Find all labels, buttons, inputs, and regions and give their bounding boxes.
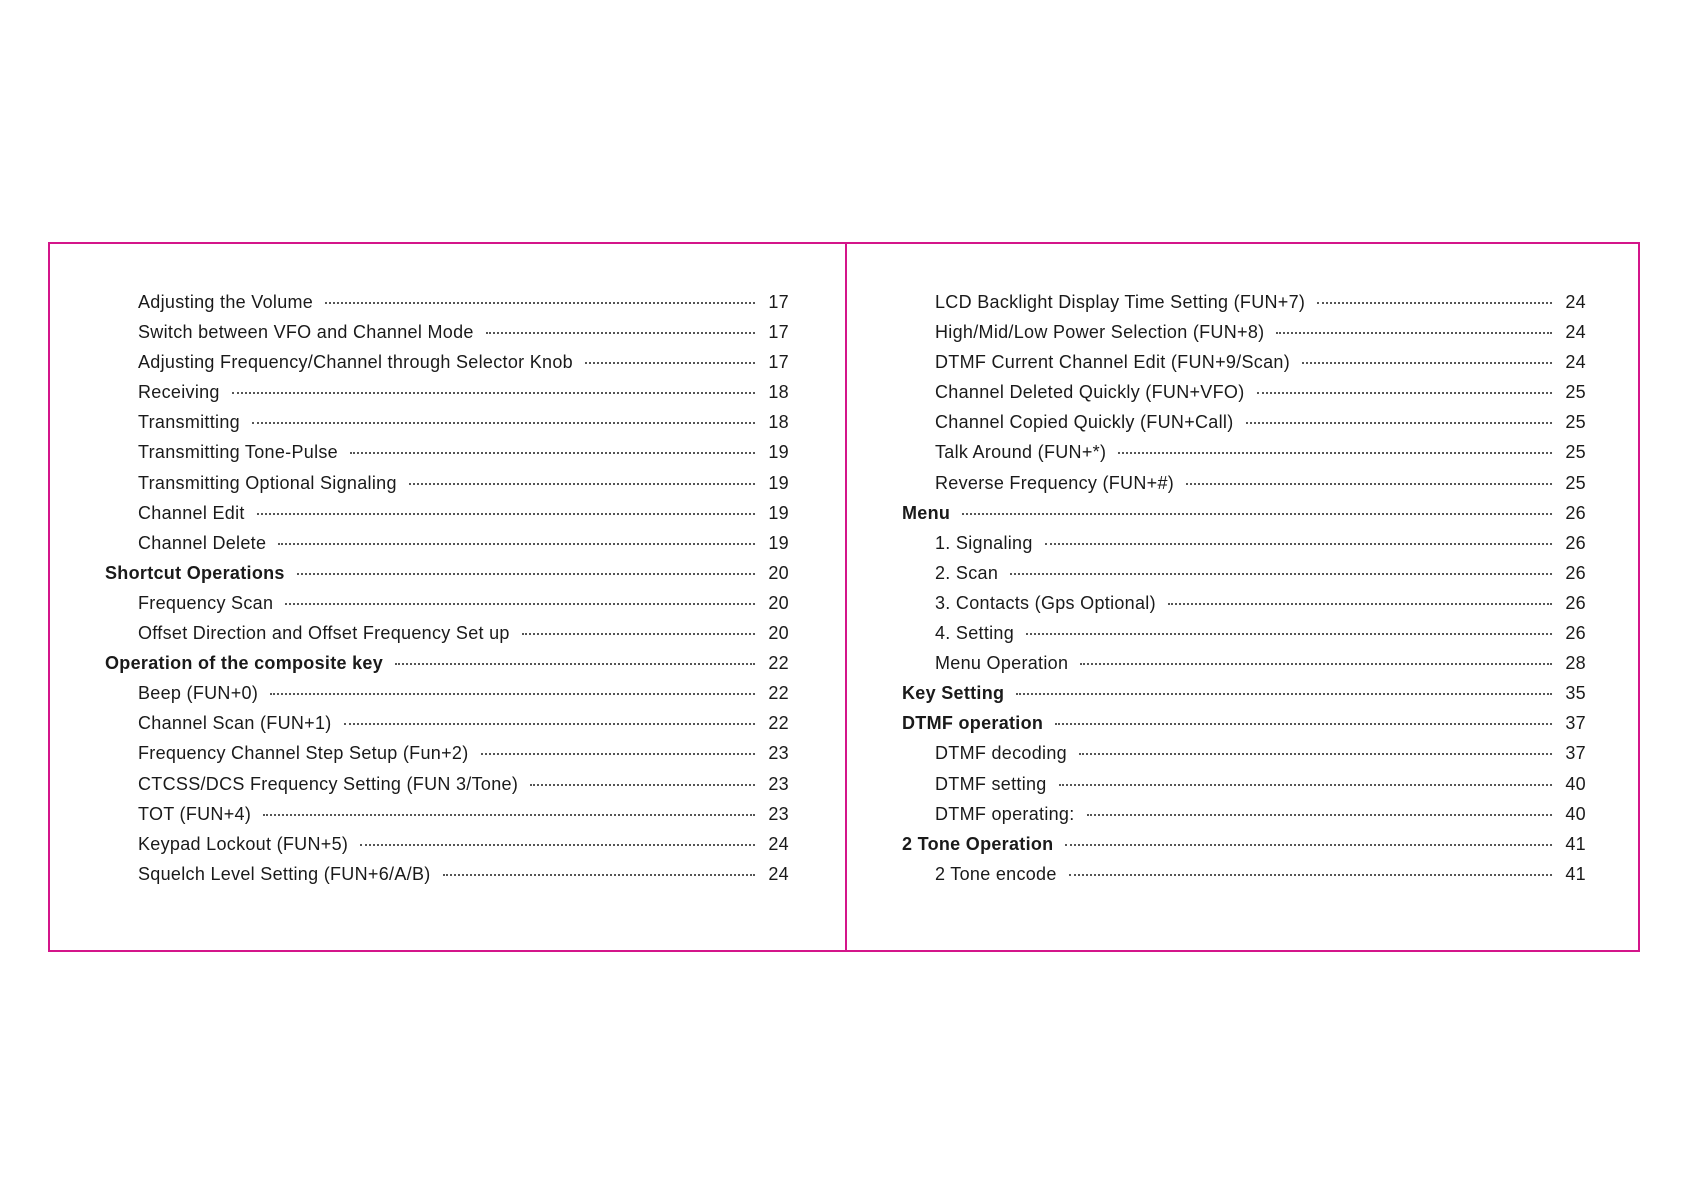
dot-leader bbox=[1168, 603, 1552, 605]
toc-entry bbox=[902, 533, 1586, 563]
toc-page-number: 20 bbox=[768, 623, 789, 644]
dot-leader bbox=[344, 723, 755, 725]
toc-entry-title: Transmitting Optional Signaling bbox=[138, 472, 397, 493]
toc-entry bbox=[105, 503, 789, 533]
dot-leader bbox=[962, 513, 1552, 515]
toc-page-number: 40 bbox=[1565, 803, 1586, 824]
toc-entry bbox=[902, 382, 1586, 412]
toc-page-number: 23 bbox=[768, 773, 789, 794]
toc-page-number: 24 bbox=[1565, 292, 1586, 312]
dot-leader bbox=[1016, 693, 1552, 695]
toc-entry bbox=[105, 593, 789, 623]
toc-page-number: 24 bbox=[1565, 322, 1586, 343]
dot-leader bbox=[481, 753, 756, 755]
toc-page-number: 20 bbox=[768, 562, 789, 583]
toc-page-number: 19 bbox=[768, 442, 789, 463]
toc-entry-title: Keypad Lockout (FUN+5) bbox=[138, 833, 349, 854]
dot-leader bbox=[1069, 874, 1552, 876]
toc-entry-title: Key Setting bbox=[902, 683, 1005, 704]
dot-leader bbox=[585, 362, 755, 364]
toc-entry bbox=[902, 292, 1586, 322]
toc-page-number: 17 bbox=[768, 292, 789, 312]
toc-entry bbox=[105, 352, 789, 382]
dot-leader bbox=[285, 603, 755, 605]
toc-entry-title: Frequency Scan bbox=[138, 592, 274, 613]
dot-leader bbox=[1186, 483, 1552, 485]
toc-page-number: 17 bbox=[768, 322, 789, 343]
toc-entry bbox=[105, 804, 789, 834]
dot-leader bbox=[252, 422, 755, 424]
toc-entry-title: Offset Direction and Offset Frequency Set up bbox=[138, 623, 510, 644]
toc-entry-title: DTMF operation bbox=[902, 713, 1044, 734]
toc-entry-title: Shortcut Operations bbox=[105, 562, 285, 583]
toc-entry-title: Receiving bbox=[138, 382, 220, 403]
toc-page-number: 23 bbox=[768, 803, 789, 824]
dot-leader bbox=[1045, 543, 1552, 545]
toc-entry-title: Transmitting Tone-Pulse bbox=[138, 442, 338, 463]
toc-entry-title: DTMF decoding bbox=[935, 743, 1067, 764]
dot-leader bbox=[360, 844, 755, 846]
toc-page-number: 37 bbox=[1565, 713, 1586, 734]
toc-entry bbox=[902, 412, 1586, 442]
toc-section-heading bbox=[902, 713, 1586, 743]
toc-page-number: 24 bbox=[1565, 352, 1586, 373]
toc-page-number: 28 bbox=[1565, 653, 1586, 674]
toc-entry-title: TOT (FUN+4) bbox=[138, 803, 252, 824]
toc-entry bbox=[902, 623, 1586, 653]
toc-entry-title: Channel Scan (FUN+1) bbox=[138, 713, 332, 734]
toc-entry bbox=[902, 804, 1586, 834]
dot-leader bbox=[1059, 784, 1552, 786]
dot-leader bbox=[1257, 392, 1552, 394]
toc-entry-title: 4. Setting bbox=[935, 623, 1015, 644]
toc-page-number: 19 bbox=[768, 472, 789, 493]
toc-page-number: 20 bbox=[768, 592, 789, 613]
toc-entry-title: DTMF Current Channel Edit (FUN+9/Scan) bbox=[935, 352, 1291, 373]
toc-entry-title: DTMF operating: bbox=[935, 803, 1075, 824]
toc-section-heading bbox=[105, 653, 789, 683]
toc-entry bbox=[105, 683, 789, 713]
toc-entry-title: Adjusting the Volume bbox=[138, 292, 314, 312]
dot-leader bbox=[1087, 814, 1552, 816]
toc-page-number: 25 bbox=[1565, 382, 1586, 403]
dot-leader bbox=[522, 633, 755, 635]
dot-leader bbox=[1065, 844, 1552, 846]
dot-leader bbox=[1317, 302, 1552, 304]
toc-entry-title: Channel Edit bbox=[138, 502, 245, 523]
toc-page-number: 24 bbox=[768, 863, 789, 884]
dot-leader bbox=[1118, 452, 1552, 454]
toc-entry-title: 1. Signaling bbox=[935, 532, 1033, 553]
toc-entry bbox=[105, 864, 789, 894]
toc-entry bbox=[105, 322, 789, 352]
toc-entry bbox=[105, 442, 789, 472]
toc-page-number: 25 bbox=[1565, 442, 1586, 463]
toc-section-heading bbox=[902, 503, 1586, 533]
toc-entry bbox=[105, 412, 789, 442]
toc-entry bbox=[902, 352, 1586, 382]
toc-page-number: 41 bbox=[1565, 863, 1586, 884]
left-page-toc bbox=[105, 292, 789, 894]
toc-page-number: 26 bbox=[1565, 592, 1586, 613]
toc-entry bbox=[105, 533, 789, 563]
toc-entry-title: Beep (FUN+0) bbox=[138, 683, 259, 704]
toc-entry bbox=[105, 834, 789, 864]
toc-page-number: 22 bbox=[768, 653, 789, 674]
dot-leader bbox=[1055, 723, 1552, 725]
dot-leader bbox=[409, 483, 755, 485]
toc-entry bbox=[902, 442, 1586, 472]
toc-page-number: 18 bbox=[768, 412, 789, 433]
toc-page-number: 41 bbox=[1565, 833, 1586, 854]
toc-entry-title: Operation of the composite key bbox=[105, 653, 384, 674]
toc-entry bbox=[105, 382, 789, 412]
toc-entry bbox=[902, 593, 1586, 623]
toc-entry bbox=[105, 623, 789, 653]
dot-leader bbox=[1026, 633, 1552, 635]
toc-entry bbox=[105, 473, 789, 503]
page-divider bbox=[845, 242, 847, 952]
toc-entry bbox=[105, 713, 789, 743]
toc-page-number: 19 bbox=[768, 532, 789, 553]
toc-entry-title: Channel Deleted Quickly (FUN+VFO) bbox=[935, 382, 1245, 403]
toc-page-number: 26 bbox=[1565, 532, 1586, 553]
toc-page-number: 18 bbox=[768, 382, 789, 403]
toc-entry-title: Adjusting Frequency/Channel through Selector Knob bbox=[138, 352, 573, 373]
dot-leader bbox=[1079, 753, 1552, 755]
toc-entry bbox=[105, 774, 789, 804]
toc-entry-title: Channel Copied Quickly (FUN+Call) bbox=[935, 412, 1234, 433]
toc-page-number: 26 bbox=[1565, 562, 1586, 583]
dot-leader bbox=[1276, 332, 1552, 334]
dot-leader bbox=[1010, 573, 1552, 575]
toc-entry-title: 2. Scan bbox=[935, 562, 999, 583]
dot-leader bbox=[443, 874, 755, 876]
toc-page-number: 22 bbox=[768, 683, 789, 704]
toc-entry bbox=[902, 653, 1586, 683]
dot-leader bbox=[1080, 663, 1552, 665]
dot-leader bbox=[350, 452, 755, 454]
toc-page-number: 25 bbox=[1565, 412, 1586, 433]
toc-page-number: 40 bbox=[1565, 773, 1586, 794]
toc-entry-title: CTCSS/DCS Frequency Setting (FUN 3/Tone) bbox=[138, 773, 519, 794]
toc-entry bbox=[902, 322, 1586, 352]
toc-page-number: 19 bbox=[768, 502, 789, 523]
dot-leader bbox=[297, 573, 755, 575]
toc-entry bbox=[902, 743, 1586, 773]
toc-entry-title: Channel Delete bbox=[138, 532, 267, 553]
toc-page-number: 22 bbox=[768, 713, 789, 734]
toc-entry bbox=[902, 864, 1586, 894]
toc-section-heading bbox=[105, 563, 789, 593]
toc-entry bbox=[902, 473, 1586, 503]
toc-entry-title: Frequency Channel Step Setup (Fun+2) bbox=[138, 743, 469, 764]
right-page-toc bbox=[902, 292, 1586, 894]
toc-entry-title: Menu bbox=[902, 502, 951, 523]
toc-entry-title: Talk Around (FUN+*) bbox=[935, 442, 1107, 463]
dot-leader bbox=[270, 693, 755, 695]
toc-entry-title: Switch between VFO and Channel Mode bbox=[138, 322, 474, 343]
toc-page-number: 17 bbox=[768, 352, 789, 373]
dot-leader bbox=[278, 543, 755, 545]
toc-entry-title: 2 Tone encode bbox=[935, 863, 1057, 884]
toc-entry-title: LCD Backlight Display Time Setting (FUN+7) bbox=[935, 292, 1306, 312]
toc-page-number: 37 bbox=[1565, 743, 1586, 764]
dot-leader bbox=[263, 814, 755, 816]
dot-leader bbox=[395, 663, 755, 665]
dot-leader bbox=[1302, 362, 1552, 364]
dot-leader bbox=[325, 302, 755, 304]
toc-entry-title: DTMF setting bbox=[935, 773, 1047, 794]
toc-entry-title: Squelch Level Setting (FUN+6/A/B) bbox=[138, 863, 431, 884]
toc-section-heading bbox=[902, 834, 1586, 864]
toc-entry-title: 3. Contacts (Gps Optional) bbox=[935, 592, 1156, 613]
toc-entry-title: Menu Operation bbox=[935, 653, 1069, 674]
toc-entry-title: Transmitting bbox=[138, 412, 240, 433]
toc-page-number: 26 bbox=[1565, 623, 1586, 644]
toc-page-number: 26 bbox=[1565, 502, 1586, 523]
toc-entry bbox=[105, 292, 789, 322]
dot-leader bbox=[486, 332, 755, 334]
toc-entry bbox=[902, 563, 1586, 593]
toc-page-number: 35 bbox=[1565, 683, 1586, 704]
toc-entry-title: High/Mid/Low Power Selection (FUN+8) bbox=[935, 322, 1265, 343]
toc-entry bbox=[105, 743, 789, 773]
toc-page-number: 25 bbox=[1565, 472, 1586, 493]
dot-leader bbox=[1246, 422, 1552, 424]
toc-entry-title: 2 Tone Operation bbox=[902, 833, 1054, 854]
dot-leader bbox=[232, 392, 755, 394]
dot-leader bbox=[257, 513, 755, 515]
toc-page-number: 23 bbox=[768, 743, 789, 764]
toc-page-number: 24 bbox=[768, 833, 789, 854]
dot-leader bbox=[530, 784, 755, 786]
toc-entry bbox=[902, 774, 1586, 804]
toc-section-heading bbox=[902, 683, 1586, 713]
toc-entry-title: Reverse Frequency (FUN+#) bbox=[935, 472, 1175, 493]
